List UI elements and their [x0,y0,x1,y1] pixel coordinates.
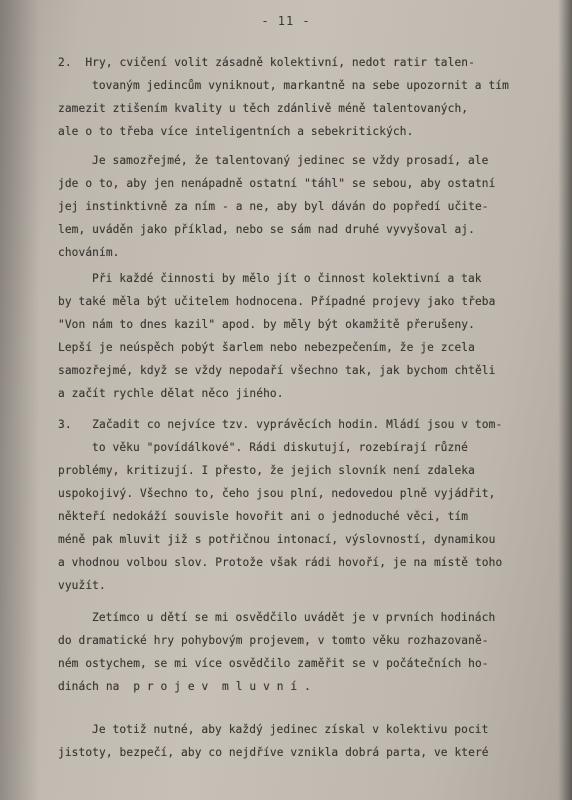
text-line: tovaným jedincům vyniknout, markantně na sebe upozornit a tím [92,79,509,92]
text-line: Při každé činnosti by mělo jít o činnost kolektivní a tak [92,272,482,285]
text-line: to věku "povídálkové". Rádi diskutují, rozebírají různé [92,441,468,454]
text-line: a začít rychle dělat něco jiného. [58,387,284,400]
text-line: 3. Začadit co nejvíce tzv. vyprávěcích hodin. Mládí jsou v tom- [58,418,503,431]
binding-shadow [558,0,572,800]
text-line: využít. [58,579,106,592]
text-line: 2. Hry, cvičení volit zásadně kolektivní, nedot ratir talen- [58,56,475,69]
text-line: Zetímco u dětí se mi osvědčilo uvádět je v prvních hodinách [92,611,496,624]
text-line: do dramatické hry pohybovým projevem, v tomto věku rozhazovaně- [58,634,489,647]
text-line: lem, uváděn jako příklad, nebo se sám nad druhé vyvyšoval aj. [58,223,475,236]
text-line: jistoty, bezpečí, aby co nejdříve vznikla dobrá parta, ve které [58,746,489,759]
text-line: "Von nám to dnes kazil" apod. by měly být okamžitě přerušeny. [58,318,475,331]
text-line: méně pak mluvit již s potřičnou intonací, výslovností, dynamikou [58,533,496,546]
text-line: ale o to třeba více inteligentních a sebekritických. [58,125,414,138]
text-line: Lepší je neúspěch pobýt šarlem nebo nebezpečením, že je zcela [58,341,475,354]
text-line: a vhodnou volbou slov. Protože však rádi hovoří, je na místě toho [58,556,503,569]
text-line: jej instinktivně za ním - a ne, aby byl dáván do popředí učite- [58,200,489,213]
text-line: problémy, kritizují. I přesto, že jejich slovník není zdaleka [58,464,475,477]
page-edge-shadow [0,0,40,800]
text-line: jde o to, aby jen nenápadně ostatní "táhl" se sebou, aby ostatní [58,177,496,190]
text-line: ném ostychem, se mi více osvědčilo zaměřit se v počátečních ho- [58,657,489,670]
page-number: - 11 - [261,14,311,28]
text-line: někteří nedokáží souvisle hovořit ani o jednoduché věci, tím [58,510,469,523]
text-line: dinách na p r o j e v m l u v n í . [58,680,311,693]
text-line: by také měla být učitelem hodnocena. Případné projevy jako třeba [58,295,496,308]
text-line: zamezit ztišením kvality u těch zdánlivě méně talentovaných, [58,102,469,115]
text-line: Je totiž nutné, aby každý jedinec získal v kolektivu pocit [92,723,489,736]
text-line: uspokojivý. Všechno to, čeho jsou plní, nedovedou plně vyjádřit, [58,487,496,500]
text-line: chováním. [58,246,120,259]
text-line: Je samozřejmé, že talentovaný jedinec se vždy prosadí, ale [92,154,489,167]
text-line: samozřejmé, když se vždy nepodaří všechno tak, jak bychom chtěli [58,364,496,377]
